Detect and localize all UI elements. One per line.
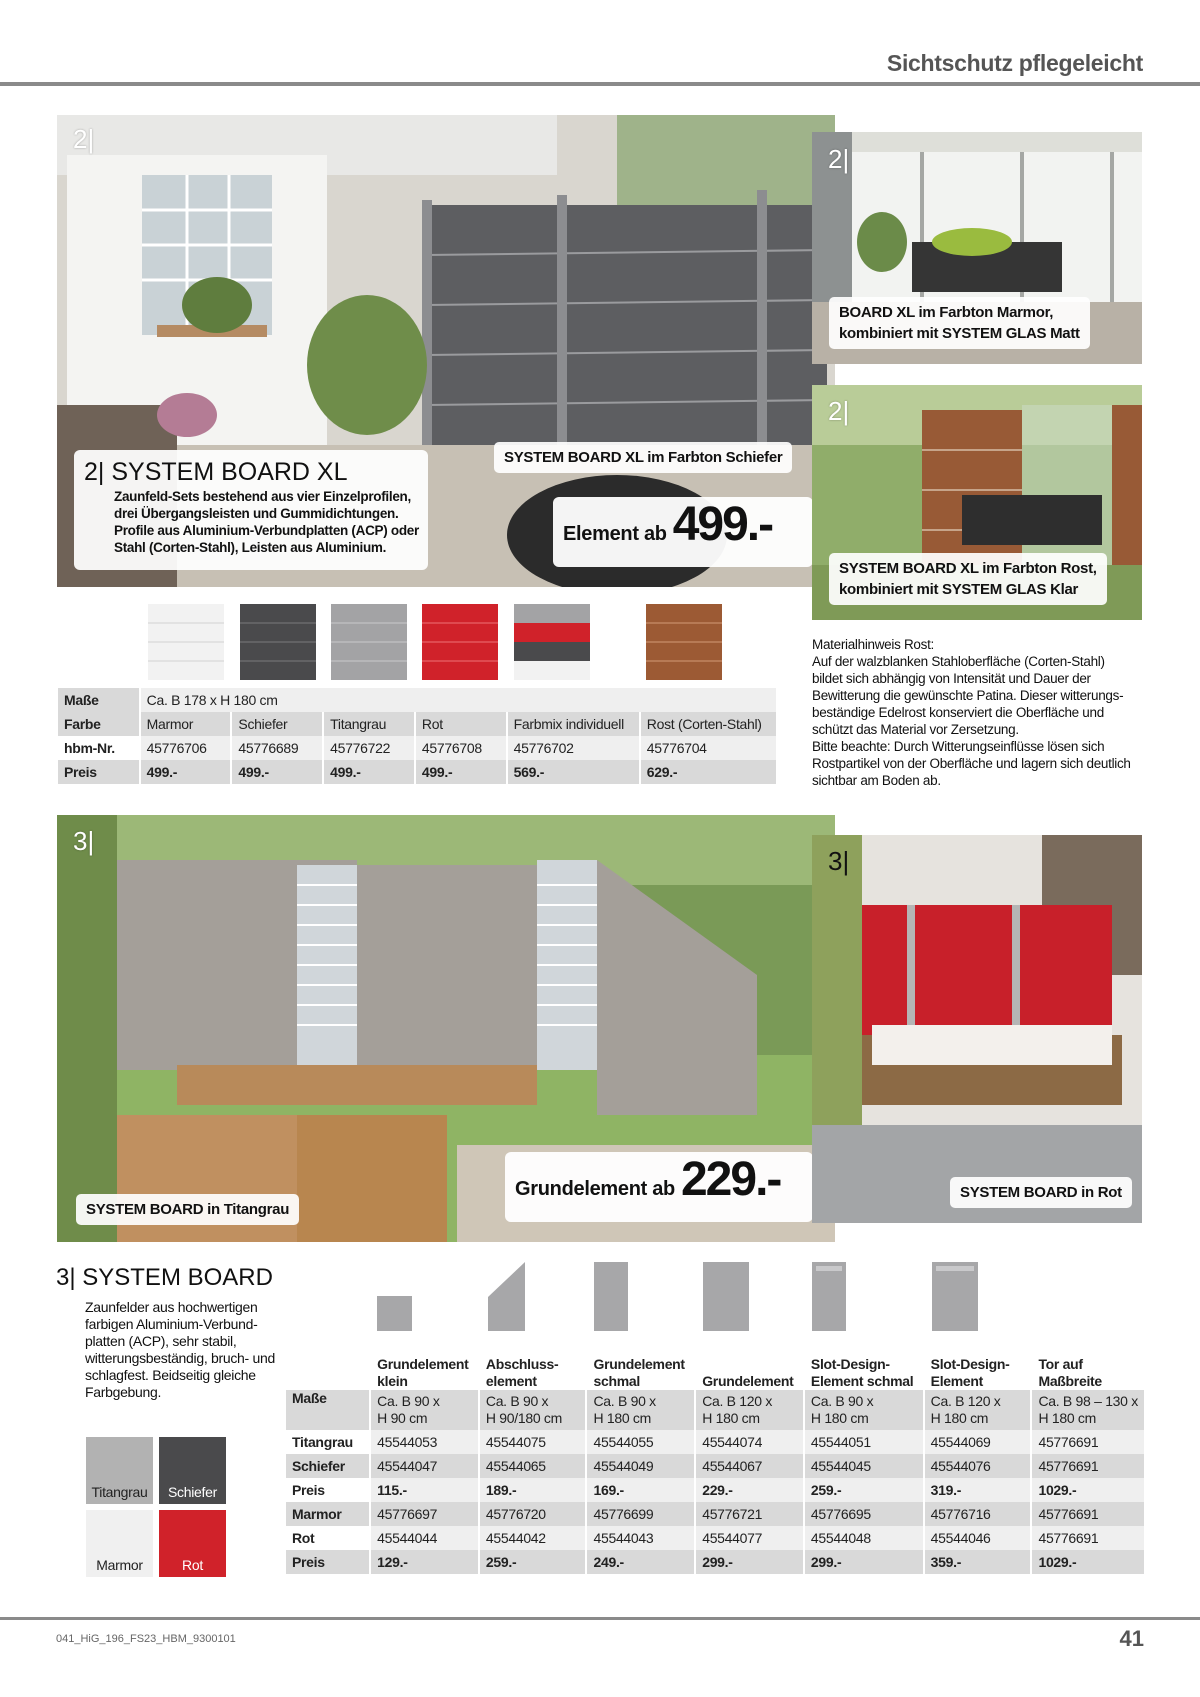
table-cell: 45544049 [587,1454,694,1478]
table-cell: 45776689 [232,736,322,760]
table-cell: 45544044 [371,1526,478,1550]
table-cell: Titangrau [324,712,414,736]
table-cell: 45544043 [587,1526,694,1550]
table-cell: 259.- [480,1550,586,1574]
table-cell: 169.- [587,1478,694,1502]
swatch-rot [422,604,498,680]
table-cell: 45776706 [141,736,231,760]
table-row [58,688,776,712]
table-cell: 499.- [324,760,414,784]
swatch-label: Rot [182,1557,203,1573]
right-photo-tag: 3| [828,846,850,876]
table-cell: 45776691 [1032,1526,1144,1550]
table-row [286,1454,1144,1478]
table-cell: 359.- [925,1550,1031,1574]
price-label: Element ab [563,523,667,545]
table-cell: 45544051 [805,1430,923,1454]
mid-right-photo-tag: 2| [828,396,850,426]
table-cell: Rot [416,712,506,736]
material-note-warning: Bitte beachte: Durch Witterungseinflüsse lösen sich Rostpartikel von der Oberfläche und lagern sich deutlich sichtbar am Boden ab. [812,739,1131,788]
slot-design-element-shape [932,1262,978,1331]
table-cell: 45776721 [696,1502,803,1526]
table-cell: Farbmix individuell [508,712,639,736]
section-3-heading: 3| SYSTEM BOARD [56,1264,273,1291]
table-cell: 499.- [416,760,506,784]
table-cell: 45544069 [925,1430,1031,1454]
page-header-title: Sichtschutz pflegeleicht [886,50,1143,76]
table-cell: 299.- [805,1550,923,1574]
row-label: Preis [292,1482,325,1498]
footer-divider [0,1617,1200,1620]
caption-line: kombiniert mit SYSTEM GLAS Klar [839,581,1079,598]
table-cell: 569.- [508,760,639,784]
marmor-photo-caption [829,297,1090,349]
table-cell: 45544048 [805,1526,923,1550]
caption-line: BOARD XL im Farbton Marmor, [839,304,1054,321]
table-cell: 45544067 [696,1454,803,1478]
swatch-schiefer [159,1437,226,1504]
row-label: Schiefer [286,1454,369,1478]
table-cell: 45544055 [587,1430,694,1454]
table-row [286,1526,1144,1550]
price-badge-element [553,497,813,567]
table-cell: 45776691 [1032,1502,1144,1526]
table-row [286,1502,1144,1526]
column-header: Grundelement [702,1373,794,1389]
table-cell: Ca. B 90 x H 180 cm [587,1390,694,1430]
table-row [286,1550,1144,1574]
footer-code: 041_HiG_196_FS23_HBM_9300101 [56,1633,236,1645]
table-cell: 499.- [232,760,322,784]
table-cell: 249.- [587,1550,694,1574]
swatch-label: Schiefer [168,1484,217,1500]
swatch-farbmix [514,604,590,680]
column-header: Slot-Design- Element [930,1356,1010,1389]
section-2-tag: 2| [73,124,95,154]
price-value: 229.- [680,1153,781,1206]
table-cell: 45776691 [1032,1454,1144,1478]
abschlusselement-shape [488,1262,525,1331]
table-cell: Ca. B 90 x H 180 cm [805,1390,923,1430]
grundelement-shape [703,1262,749,1331]
swatch-marmor [86,1510,153,1577]
swatch-rot [159,1510,226,1577]
table-row [286,1430,1144,1454]
table-cell: 629.- [641,760,776,784]
section-3-tag: 3| [73,826,95,856]
section-3-description: Zaunfelder aus hochwertigen farbigen Aluminium-Verbund-platten (ACP), sehr stabil, witterungsbeständig, bruch- und schlagfest. Beidseitig gleiche Farbgebung. [85,1299,275,1400]
table-cell: 45776691 [1032,1430,1144,1454]
table-cell: 319.- [925,1478,1031,1502]
top-right-photo-tag: 2| [828,144,850,174]
table-cell: 1029.- [1032,1550,1144,1574]
grundelement-klein-shape [377,1296,412,1331]
material-note-text: Auf der walzblanken Stahloberfläche (Corten-Stahl) bildet sich abhängig von Intensität und Dauer der Bewitterung die gewünschte Patina. Dieser witterungs-beständige Edelrost konserviert die Oberfläche und schützt das Material vor Zersetzung. [812,654,1124,737]
table-cell: 45544046 [925,1526,1031,1550]
table-cell: Ca. B 120 x H 180 cm [696,1390,803,1430]
table-cell: 45544074 [696,1430,803,1454]
swatch-titangrau [331,604,407,680]
table-cell: 1029.- [1032,1478,1144,1502]
price-label: Grundelement ab [515,1178,675,1200]
row-label: Rot [292,1530,315,1546]
column-header: Grundelement klein [377,1356,469,1389]
table-cell: 45776708 [416,736,506,760]
row-label: Preis [58,760,139,784]
column-header: Tor auf Maßbreite [1038,1356,1102,1389]
system-board-xl-info-box [74,450,428,570]
row-label: Preis [286,1550,369,1574]
table-cell: 45544053 [371,1430,478,1454]
swatch-marmor [148,604,224,680]
table-cell: 45544045 [805,1454,923,1478]
row-label: Maße [58,688,139,712]
system-board-rot-photo [812,835,1142,1223]
table-row [58,712,776,736]
header-divider [0,82,1200,86]
table-cell: Ca. B 90 x H 90/180 cm [480,1390,586,1430]
section-2-description: Zaunfeld-Sets bestehend aus vier Einzelprofilen, drei Übergangsleisten und Gummidichtungen. Profile aus Aluminium-Verbundplatten (ACP) oder Stahl (Corten-Stahl), Leisten aus Aluminium. [114,489,419,555]
material-note-title: Materialhinweis Rost: [812,637,934,652]
section-2-heading: 2| SYSTEM BOARD XL [84,458,348,486]
row-label: Farbe [58,712,139,736]
table-cell: 45776716 [925,1502,1031,1526]
table-cell: 45776697 [371,1502,478,1526]
table-cell: 45776702 [508,736,639,760]
schiefer-photo-caption: SYSTEM BOARD XL im Farbton Schiefer [494,442,792,473]
row-label: Titangrau [292,1434,353,1450]
column-header: Grundelement schmal [593,1356,685,1389]
column-header: Slot-Design- Element schmal [810,1356,914,1389]
swatch-titangrau [86,1437,153,1504]
price-badge-grundelement [505,1152,813,1222]
table-cell: 45776720 [480,1502,586,1526]
page-number: 41 [1119,1626,1144,1651]
table-cell: Ca. B 90 x H 90 cm [371,1390,478,1430]
table-cell: 45544047 [371,1454,478,1478]
row-label: Maße [286,1390,369,1430]
row-label: hbm-Nr. [64,740,115,756]
table-cell: 45776704 [641,736,776,760]
table-header-row [286,1352,1144,1390]
table-cell: 229.- [696,1478,803,1502]
table-row [58,760,776,784]
titangrau-photo-caption: SYSTEM BOARD in Titangrau [76,1194,299,1225]
table-cell: Ca. B 120 x H 180 cm [925,1390,1031,1430]
table-cell: Schiefer [232,712,322,736]
table-cell: 45776722 [324,736,414,760]
caption-line: kombiniert mit SYSTEM GLAS Matt [839,325,1080,342]
table-cell: 189.- [480,1478,586,1502]
swatch-rost [646,604,722,680]
table-row [286,1478,1144,1502]
system-board-spec-table [284,1352,1146,1574]
swatch-schiefer [240,604,316,680]
material-note [812,636,1132,789]
rot-photo-caption: SYSTEM BOARD in Rot [950,1177,1132,1208]
swatch-label: Marmor [96,1557,143,1573]
table-cell: 45776695 [805,1502,923,1526]
table-cell: 115.- [371,1478,478,1502]
table-cell: 299.- [696,1550,803,1574]
table-cell: 45544075 [480,1430,586,1454]
table-cell: 259.- [805,1478,923,1502]
table-cell: Rost (Corten-Stahl) [641,712,776,736]
table-cell: 45544042 [480,1526,586,1550]
table-row [286,1390,1144,1430]
table-cell: Ca. B 98 – 130 x H 180 cm [1032,1390,1144,1430]
grundelement-schmal-shape [594,1262,628,1331]
price-value: 499.- [672,498,773,551]
rost-photo-caption [829,553,1107,605]
table-cell: 45544076 [925,1454,1031,1478]
slot-design-element-schmal-shape [812,1262,846,1331]
table-row [58,736,776,760]
table-cell: Marmor [141,712,231,736]
swatch-label: Titangrau [91,1484,148,1500]
table-cell: 129.- [371,1550,478,1574]
empty-header-cell [286,1352,369,1390]
table-cell: 499.- [141,760,231,784]
row-label: Marmor [286,1502,369,1526]
table-cell: 45544077 [696,1526,803,1550]
caption-line: SYSTEM BOARD XL im Farbton Rost, [839,560,1097,577]
column-header: Abschluss- element [485,1356,559,1389]
system-board-xl-spec-table [56,688,778,784]
table-cell: 45776699 [587,1502,694,1526]
masse-value: Ca. B 178 x H 180 cm [141,688,776,712]
table-cell: 45544065 [480,1454,586,1478]
